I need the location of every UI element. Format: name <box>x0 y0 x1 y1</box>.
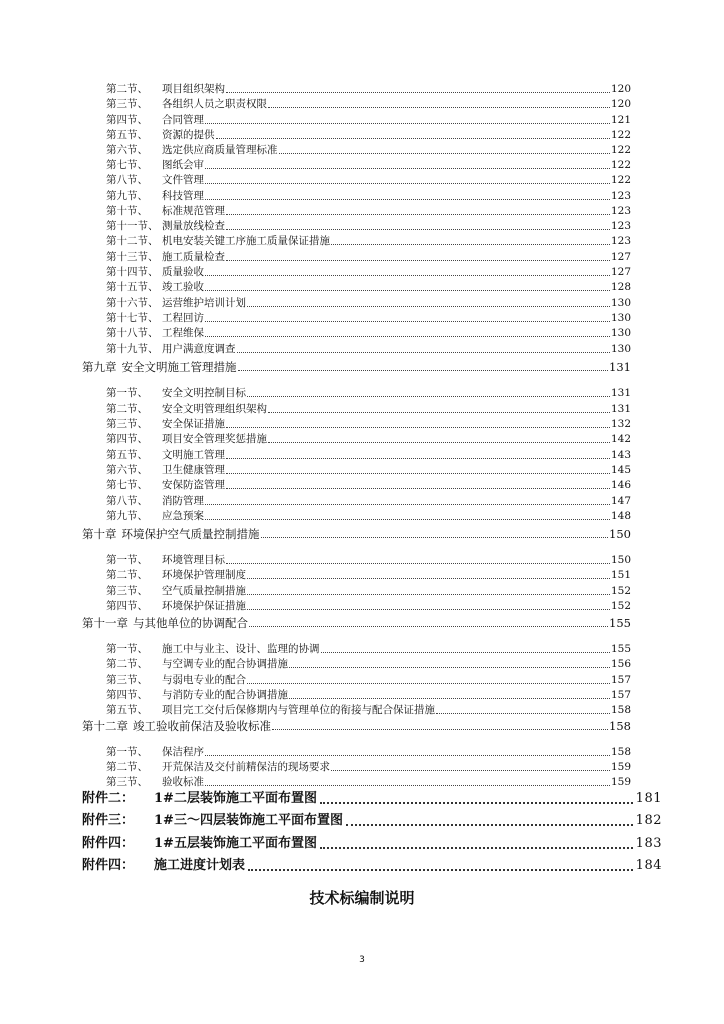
toc-section-entry[interactable] <box>106 703 631 717</box>
toc-entry-number: 第二节、 <box>106 761 148 773</box>
toc-entry-number: 第一节、 <box>106 643 148 655</box>
toc-entry-title: 安全文明控制目标 <box>162 387 246 399</box>
section-heading: 技术标编制说明 <box>309 889 415 907</box>
toc-section-entry[interactable] <box>106 234 631 248</box>
toc-entry-page: 145 <box>610 464 631 476</box>
toc-section-entry[interactable] <box>106 568 631 582</box>
toc-entry-number: 第十一章 <box>82 616 128 630</box>
toc-entry-number: 附件三： <box>82 813 135 828</box>
toc-section-entry[interactable] <box>106 673 631 687</box>
toc-entry-number: 第十九节、 <box>106 343 159 355</box>
toc-section-entry[interactable] <box>106 296 631 310</box>
toc-section-entry[interactable] <box>106 82 631 96</box>
toc-entry-page: 130 <box>610 327 631 339</box>
toc-entry-number: 第十三节、 <box>106 251 159 263</box>
toc-section-entry[interactable] <box>106 386 631 400</box>
toc-entry-page: 159 <box>610 761 631 773</box>
toc-section-entry[interactable] <box>106 584 631 598</box>
toc-leader-dots <box>226 92 610 93</box>
toc-leader-dots <box>226 427 610 428</box>
toc-entry-title: 安全文明管理组织架构 <box>162 403 267 415</box>
toc-entry-number: 第七节、 <box>106 479 148 491</box>
toc-entry-title: 文明施工管理 <box>162 449 225 461</box>
toc-entry-title: 工程回访 <box>162 312 204 324</box>
toc-entry-page: 150 <box>609 527 631 541</box>
toc-entry-number: 第九章 <box>82 360 117 374</box>
toc-entry-title: 开荒保洁及交付前精保洁的现场要求 <box>162 761 330 773</box>
toc-section-entry[interactable] <box>106 280 631 294</box>
toc-leader-dots <box>226 260 610 261</box>
toc-entry-page: 158 <box>610 746 631 758</box>
toc-entry-title: 项目完工交付后保修期内与管理单位的衔接与配合保证措施 <box>162 704 435 716</box>
toc-entry-number: 第四节、 <box>106 689 148 701</box>
toc-leader-dots <box>320 847 633 849</box>
toc-entry-page: 122 <box>610 174 631 186</box>
toc-entry-number: 第三节、 <box>106 674 148 686</box>
toc-leader-dots <box>205 785 610 786</box>
toc-entry-number: 第七节、 <box>106 159 148 171</box>
toc-leader-dots <box>289 667 610 668</box>
toc-entry-page: 150 <box>610 554 631 566</box>
toc-section-entry[interactable] <box>106 158 631 172</box>
toc-entry-title: 各组织人员之职责权限 <box>162 98 267 110</box>
toc-entry-number: 第一节、 <box>106 387 148 399</box>
toc-entry-title: 竣工验收 <box>162 281 204 293</box>
toc-section-entry[interactable] <box>106 265 631 279</box>
toc-entry-number: 第十五节、 <box>106 281 159 293</box>
toc-entry-page: 130 <box>610 312 631 324</box>
toc-entry-title: 测量放线检查 <box>162 220 225 232</box>
toc-section-entry[interactable] <box>106 189 631 203</box>
toc-leader-dots <box>226 473 610 474</box>
toc-leader-dots <box>226 214 610 215</box>
toc-entry-number: 第三节、 <box>106 776 148 788</box>
toc-entry-title: 合同管理 <box>162 114 204 126</box>
toc-entry-number: 第六节、 <box>106 144 148 156</box>
toc-entry-number: 第十二章 <box>82 719 128 733</box>
toc-entry-number: 第五节、 <box>106 704 148 716</box>
toc-entry-page: 123 <box>610 235 631 247</box>
toc-leader-dots <box>238 370 609 371</box>
page-number: 3 <box>359 955 365 965</box>
toc-entry-title: 施工质量检查 <box>162 251 225 263</box>
toc-entry-title: 用户满意度调查 <box>162 343 236 355</box>
toc-section-entry[interactable] <box>106 342 631 356</box>
toc-entry-title: 验收标准 <box>162 776 204 788</box>
toc-section-entry[interactable] <box>106 128 631 142</box>
toc-leader-dots <box>205 504 610 505</box>
toc-leader-dots <box>205 275 610 276</box>
toc-entry-title: 卫生健康管理 <box>162 464 225 476</box>
toc-entry-title: 空气质量控制措施 <box>162 585 246 597</box>
toc-leader-dots <box>205 519 610 520</box>
toc-leader-dots <box>279 153 610 154</box>
toc-entry-page: 158 <box>610 704 631 716</box>
toc-entry-number: 第四节、 <box>106 600 148 612</box>
toc-entry-page: 181 <box>635 791 662 806</box>
toc-entry-title: 运营维护培训计划 <box>162 297 246 309</box>
toc-entry-number: 第十章 <box>82 527 117 541</box>
toc-entry-number: 第二节、 <box>106 83 148 95</box>
toc-entry-page: 131 <box>609 360 631 374</box>
toc-entry-number: 附件二： <box>82 791 135 806</box>
toc-entry-page: 122 <box>610 159 631 171</box>
toc-entry-page: 148 <box>610 510 631 522</box>
toc-entry-number: 第五节、 <box>106 449 148 461</box>
toc-appendix-entry[interactable] <box>82 812 662 830</box>
toc-leader-dots <box>289 698 610 699</box>
toc-section-entry[interactable] <box>106 311 631 325</box>
toc-entry-title: 与消防专业的配合协调措施 <box>162 689 288 701</box>
toc-section-entry[interactable] <box>106 143 631 157</box>
toc-leader-dots <box>205 123 610 124</box>
toc-entry-number: 第十四节、 <box>106 266 159 278</box>
toc-entry-title: 机电安装关键工序施工质量保证措施 <box>162 235 330 247</box>
toc-leader-dots <box>331 244 610 245</box>
toc-chapter-entry[interactable] <box>82 616 631 630</box>
toc-section-entry[interactable] <box>106 775 631 789</box>
toc-section-entry[interactable] <box>106 173 631 187</box>
toc-section-entry[interactable] <box>106 553 631 567</box>
toc-entry-title: 施工进度计划表 <box>154 858 246 873</box>
toc-section-entry[interactable] <box>106 657 631 671</box>
toc-appendix-entry[interactable] <box>82 790 662 808</box>
toc-leader-dots <box>268 107 610 108</box>
toc-appendix-entry[interactable] <box>82 857 662 875</box>
toc-chapter-entry[interactable] <box>82 360 631 374</box>
toc-leader-dots <box>272 729 608 730</box>
toc-entry-page: 184 <box>635 858 662 873</box>
toc-leader-dots <box>247 306 610 307</box>
toc-entry-number: 第一节、 <box>106 554 148 566</box>
toc-leader-dots <box>205 321 610 322</box>
toc-entry-title: 与其他单位的协调配合 <box>133 616 248 630</box>
toc-entry-page: 128 <box>610 281 631 293</box>
toc-entry-page: 120 <box>610 83 631 95</box>
toc-leader-dots <box>205 336 610 337</box>
toc-leader-dots <box>261 537 609 538</box>
toc-entry-page: 151 <box>610 569 631 581</box>
toc-entry-page: 122 <box>610 129 631 141</box>
toc-entry-page: 182 <box>635 813 662 828</box>
toc-entry-page: 142 <box>610 433 631 445</box>
toc-entry-number: 第六节、 <box>106 464 148 476</box>
toc-section-entry[interactable] <box>106 219 631 233</box>
toc-section-entry[interactable] <box>106 745 631 759</box>
toc-leader-dots <box>346 824 633 826</box>
toc-entry-number: 第二节、 <box>106 569 148 581</box>
toc-leader-dots <box>237 352 610 353</box>
toc-entry-page: 123 <box>610 190 631 202</box>
toc-entry-title: 与弱电专业的配合 <box>162 674 246 686</box>
toc-leader-dots <box>247 594 610 595</box>
toc-chapter-entry[interactable] <box>82 527 631 541</box>
toc-leader-dots <box>320 802 633 804</box>
toc-section-entry[interactable] <box>106 478 631 492</box>
toc-entry-title: 质量验收 <box>162 266 204 278</box>
toc-entry-number: 附件四： <box>82 858 135 873</box>
toc-entry-page: 127 <box>610 251 631 263</box>
toc-entry-number: 第四节、 <box>106 433 148 445</box>
toc-entry-title: 1#五层装饰施工平面布置图 <box>154 836 317 851</box>
toc-entry-page: 130 <box>610 343 631 355</box>
toc-entry-page: 156 <box>610 658 631 670</box>
toc-section-entry[interactable] <box>106 250 631 264</box>
toc-entry-title: 与空调专业的配合协调措施 <box>162 658 288 670</box>
toc-entry-number: 第三节、 <box>106 418 148 430</box>
toc-entry-number: 第一节、 <box>106 746 148 758</box>
toc-entry-title: 项目安全管理奖惩措施 <box>162 433 267 445</box>
toc-section-entry[interactable] <box>106 326 631 340</box>
toc-entry-number: 第十节、 <box>106 205 148 217</box>
toc-entry-page: 132 <box>610 418 631 430</box>
toc-entry-number: 第十一节、 <box>106 220 159 232</box>
toc-entry-title: 科技管理 <box>162 190 204 202</box>
toc-leader-dots <box>247 609 610 610</box>
toc-entry-number: 第十七节、 <box>106 312 159 324</box>
toc-entry-title: 安保防盗管理 <box>162 479 225 491</box>
toc-appendix-entry[interactable] <box>82 835 662 853</box>
toc-entry-title: 应急预案 <box>162 510 204 522</box>
toc-entry-number: 第十六节、 <box>106 297 159 309</box>
toc-entry-page: 183 <box>635 836 662 851</box>
toc-entry-page: 130 <box>610 297 631 309</box>
toc-leader-dots <box>205 168 610 169</box>
toc-leader-dots <box>205 755 610 756</box>
toc-entry-title: 1#二层装饰施工平面布置图 <box>154 791 317 806</box>
toc-entry-page: 159 <box>610 776 631 788</box>
toc-entry-title: 施工中与业主、设计、监理的协调 <box>162 643 320 655</box>
toc-entry-page: 127 <box>610 266 631 278</box>
toc-section-entry[interactable] <box>106 463 631 477</box>
toc-entry-number: 第五节、 <box>106 129 148 141</box>
toc-entry-title: 环境保护空气质量控制措施 <box>121 527 260 541</box>
toc-leader-dots <box>205 290 610 291</box>
toc-entry-number: 第八节、 <box>106 495 148 507</box>
toc-entry-title: 消防管理 <box>162 495 204 507</box>
toc-entry-title: 环境管理目标 <box>162 554 225 566</box>
toc-section-entry[interactable] <box>106 113 631 127</box>
toc-entry-number: 第二节、 <box>106 403 148 415</box>
toc-entry-page: 155 <box>610 643 631 655</box>
toc-entry-number: 第十八节、 <box>106 327 159 339</box>
toc-entry-number: 第十二节、 <box>106 235 159 247</box>
toc-leader-dots <box>247 578 610 579</box>
toc-leader-dots <box>226 488 610 489</box>
toc-entry-number: 第三节、 <box>106 98 148 110</box>
toc-entry-page: 122 <box>610 144 631 156</box>
toc-entry-title: 安全保证措施 <box>162 418 225 430</box>
toc-leader-dots <box>268 442 610 443</box>
toc-entry-page: 121 <box>610 114 631 126</box>
toc-leader-dots <box>226 229 610 230</box>
toc-entry-title: 环境保护管理制度 <box>162 569 246 581</box>
toc-entry-title: 工程维保 <box>162 327 204 339</box>
toc-entry-number: 第八节、 <box>106 174 148 186</box>
toc-leader-dots <box>247 396 610 397</box>
toc-leader-dots <box>268 412 610 413</box>
toc-entry-page: 131 <box>610 403 631 415</box>
toc-entry-title: 安全文明施工管理措施 <box>121 360 237 374</box>
toc-section-entry[interactable] <box>106 688 631 702</box>
toc-section-entry[interactable] <box>106 448 631 462</box>
toc-leader-dots <box>205 183 610 184</box>
toc-entry-title: 资源的提供 <box>162 129 215 141</box>
toc-section-entry[interactable] <box>106 97 631 111</box>
toc-entry-page: 158 <box>609 719 631 733</box>
toc-entry-title: 保洁程序 <box>162 746 204 758</box>
toc-leader-dots <box>226 458 610 459</box>
toc-entry-title: 文件管理 <box>162 174 204 186</box>
toc-entry-title: 竣工验收前保洁及验收标准 <box>133 719 271 733</box>
toc-entry-page: 131 <box>610 387 631 399</box>
toc-entry-page: 157 <box>610 689 631 701</box>
toc-entry-number: 第九节、 <box>106 190 148 202</box>
toc-leader-dots <box>436 713 610 714</box>
toc-entry-page: 147 <box>610 495 631 507</box>
toc-leader-dots <box>226 563 610 564</box>
toc-entry-title: 图纸会审 <box>162 159 204 171</box>
toc-leader-dots <box>216 138 610 139</box>
toc-leader-dots <box>331 770 610 771</box>
toc-leader-dots <box>205 199 610 200</box>
toc-chapter-entry[interactable] <box>82 719 631 733</box>
toc-entry-number: 第九节、 <box>106 510 148 522</box>
toc-entry-page: 146 <box>610 479 631 491</box>
toc-leader-dots <box>249 626 608 627</box>
toc-entry-title: 环境保护保证措施 <box>162 600 246 612</box>
toc-entry-page: 152 <box>610 600 631 612</box>
toc-leader-dots <box>248 869 633 871</box>
toc-entry-number: 第三节、 <box>106 585 148 597</box>
toc-entry-page: 152 <box>610 585 631 597</box>
toc-entry-page: 123 <box>610 220 631 232</box>
toc-entry-page: 123 <box>610 205 631 217</box>
toc-entry-number: 第四节、 <box>106 114 148 126</box>
toc-section-entry[interactable] <box>106 494 631 508</box>
toc-entry-number: 第二节、 <box>106 658 148 670</box>
toc-entry-page: 155 <box>609 616 631 630</box>
toc-entry-title: 1#三～四层装饰施工平面布置图 <box>154 813 343 828</box>
toc-entry-title: 项目组织架构 <box>162 83 225 95</box>
toc-entry-title: 选定供应商质量管理标准 <box>162 144 278 156</box>
toc-section-entry[interactable] <box>106 402 631 416</box>
toc-entry-page: 120 <box>610 98 631 110</box>
toc-entry-page: 143 <box>610 449 631 461</box>
toc-entry-number: 附件四： <box>82 836 135 851</box>
toc-section-entry[interactable] <box>106 417 631 431</box>
toc-section-entry[interactable] <box>106 204 631 218</box>
toc-entry-title: 标准规范管理 <box>162 205 225 217</box>
toc-section-entry[interactable] <box>106 509 631 523</box>
toc-section-entry[interactable] <box>106 432 631 446</box>
toc-entry-page: 157 <box>610 674 631 686</box>
toc-section-entry[interactable] <box>106 760 631 774</box>
toc-leader-dots <box>247 683 610 684</box>
toc-section-entry[interactable] <box>106 642 631 656</box>
toc-leader-dots <box>321 652 610 653</box>
toc-section-entry[interactable] <box>106 599 631 613</box>
